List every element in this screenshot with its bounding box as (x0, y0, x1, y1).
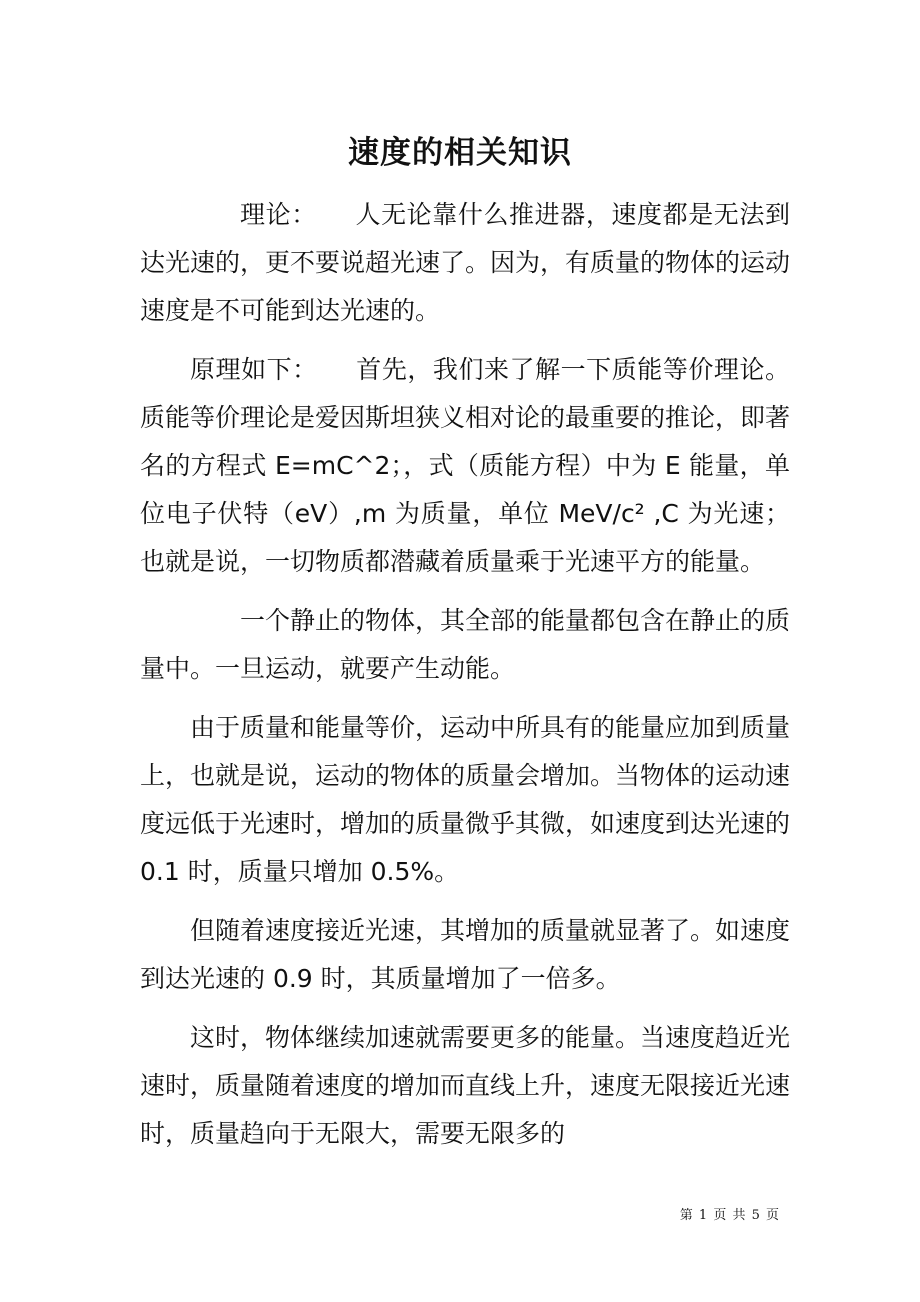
paragraph-mass-energy: 由于质量和能量等价，运动中所具有的能量应加到质量上，也就是说，运动的物体的质量会增加。当物体的运动速度远低于光速时，增加的质量微乎其微，如速度到达光速的 0.1 时，质量只增加 0.5%。 (140, 713, 791, 886)
document-title: 速度的相关知识 (348, 135, 572, 171)
paragraph-principle: 原理如下： 首先，我们来了解一下质能等价理论。质能等价理论是爱因斯坦狭义相对论的最重要的推论，即著名的方程式 E=mC^2；，式（质能方程）中为 E 能量，单位电子伏特（eV）,m 为质量，单位 MeV/c² ,C 为光速；也就是说，一切物质都潜藏着质量乘于光速平方的能量。 (140, 355, 791, 576)
paragraph-theory: 理论： 人无论靠什么推进器，速度都是无法到达光速的，更不要说超光速了。因为，有质量的物体的运动速度是不可能到达光速的。 (140, 200, 791, 325)
paragraph-acceleration: 这时，物体继续加速就需要更多的能量。当速度趋近光速时，质量随着速度的增加而直线上升，速度无限接近光速时，质量趋向于无限大，需要无限多的 (140, 1023, 791, 1148)
paragraph-static-object: 一个静止的物体，其全部的能量都包含在静止的质量中。一旦运动，就要产生动能。 (140, 606, 791, 683)
page-number: 第 1 页 共 5 页 (679, 1208, 780, 1223)
document-body (140, 191, 790, 1169)
paragraph-near-light-speed: 但随着速度接近光速，其增加的质量就显著了。如速度到达光速的 0.9 时，其质量增加了一倍多。 (140, 916, 791, 993)
